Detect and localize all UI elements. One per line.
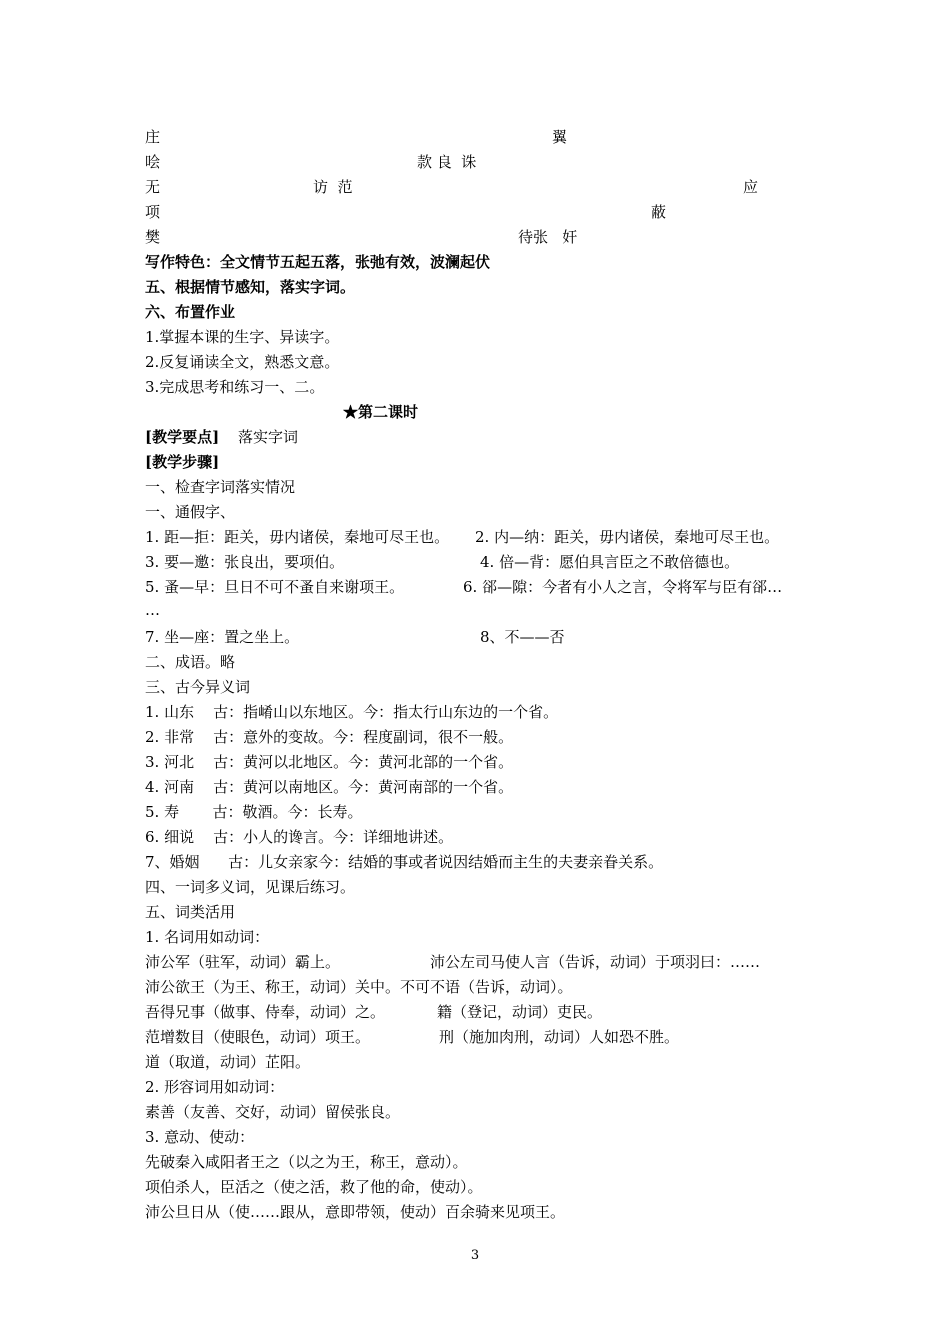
sub-heading-3: 3. 意动、使动： [145,1128,255,1146]
gujin-item: 6. 细说 古：小人的谗言。今：详细地讲述。 [145,828,454,846]
homework-item: 3.完成思考和练习一、二。 [145,378,325,396]
char-right: 待张 奸 [518,228,578,246]
char-right: 翼 [552,128,568,146]
char-left: 庄 [145,128,161,146]
char-right: 应 [743,178,759,196]
yidong-item: 沛公旦日从（使……跟从，意即带领，使动）百余骑来见项王。 [145,1203,566,1221]
page-number: 3 [470,1248,480,1263]
tongjia-continuation: … [145,601,160,619]
tongjia-item: 5. 蚤—早：旦日不可不蚤自来谢项王。 [145,578,405,596]
char-left: 无 [145,178,161,196]
tongjia-title: 一、通假字、 [145,503,236,521]
tongjia-item: 7. 坐—座：置之坐上。 [145,628,300,646]
ming-item: 沛公欲王（为王、称王，动词）关中。不可不语（告诉，动词）。 [145,978,573,996]
char-row-2 [145,152,160,172]
gujin-item: 3. 河北 古：黄河以北地区。今：黄河北部的一个省。 [145,753,514,771]
tongjia-item: 3. 要—邀：张良出，要项伯。 [145,553,345,571]
key-point-label: [教学要点] [145,428,220,446]
ming-item: 道（取道，动词）芷阳。 [145,1053,311,1071]
xing-item: 素善（友善、交好，动词）留侯张良。 [145,1103,401,1121]
sub-heading-1: 1. 名词用如动词： [145,928,270,946]
yidong-item: 先破秦入咸阳者王之（以之为王，称王，意动）。 [145,1153,468,1171]
step-1: 一、检查字词落实情况 [145,478,296,496]
char-left: 哙 [145,153,161,171]
tongjia-item: 8、不——否 [480,628,565,646]
section-6-heading: 六、布置作业 [145,303,236,321]
yidong-item: 项伯杀人，臣活之（使之活，救了他的命，使动）。 [145,1178,483,1196]
tongjia-item: 6. 郤—隙：今者有小人之言，令将军与臣有郤… [463,578,783,596]
idiom-line: 二、成语。略 [145,653,236,671]
gujin-item: 7、婚姻 古：儿女亲家今：结婚的事或者说因结婚而主生的夫妻亲眷关系。 [145,853,664,871]
duoyi-line: 四、一词多义词，见课后练习。 [145,878,356,896]
gujin-item: 2. 非常 古：意外的变故。今：程度副词，很不一般。 [145,728,514,746]
char-row-5 [145,227,160,247]
steps-label: [教学步骤] [145,453,220,471]
char-right: 蔽 [651,203,667,221]
ming-item: 沛公军（驻军，动词）霸上。 [145,953,341,971]
tongjia-item: 2. 内—纳：距关，毋内诸侯，秦地可尽王也。 [475,528,780,546]
ming-item: 沛公左司马使人言（告诉，动词）于项羽曰：…… [430,953,761,971]
section-5-heading: 五、根据情节感知，落实字词。 [145,278,356,296]
huoyong-title: 五、词类活用 [145,903,236,921]
char-row-4 [145,202,160,222]
char-row-1 [145,127,160,147]
gujin-title: 三、古今异义词 [145,678,251,696]
ming-item: 籍（登记，动词）吏民。 [437,1003,603,1021]
ming-item: 刑（施加肉刑，动词）人如恐不胜。 [439,1028,680,1046]
ming-item: 范增数目（使眼色，动词）项王。 [145,1028,371,1046]
homework-item: 1.掌握本课的生字、异读字。 [145,328,340,346]
char-mid: 款 良 诛 [417,153,477,171]
key-point [145,427,298,447]
ming-item: 吾得兄事（做事、侍奉，动词）之。 [145,1003,386,1021]
gujin-item: 4. 河南 古：黄河以南地区。今：黄河南部的一个省。 [145,778,514,796]
gujin-item: 1. 山东 古：指崤山以东地区。今：指太行山东边的一个省。 [145,703,559,721]
homework-item: 2.反复诵读全文，熟悉文意。 [145,353,340,371]
char-left: 樊 [145,228,161,246]
gujin-item: 5. 寿 古：敬酒。今：长寿。 [145,803,363,821]
lesson-title: ★第二课时 [343,403,419,421]
char-left: 项 [145,203,161,221]
tongjia-item: 4. 倍—背：愿伯具言臣之不敢倍德也。 [480,553,740,571]
writing-feature: 写作特色：全文情节五起五落，张弛有效，波澜起伏 [145,253,491,271]
char-mid: 访 范 [313,178,353,196]
tongjia-item: 1. 距—拒：距关，毋内诸侯，秦地可尽王也。 [145,528,450,546]
char-row-3 [145,177,160,197]
sub-heading-2: 2. 形容词用如动词： [145,1078,285,1096]
key-point-value: 落实字词 [237,428,298,446]
